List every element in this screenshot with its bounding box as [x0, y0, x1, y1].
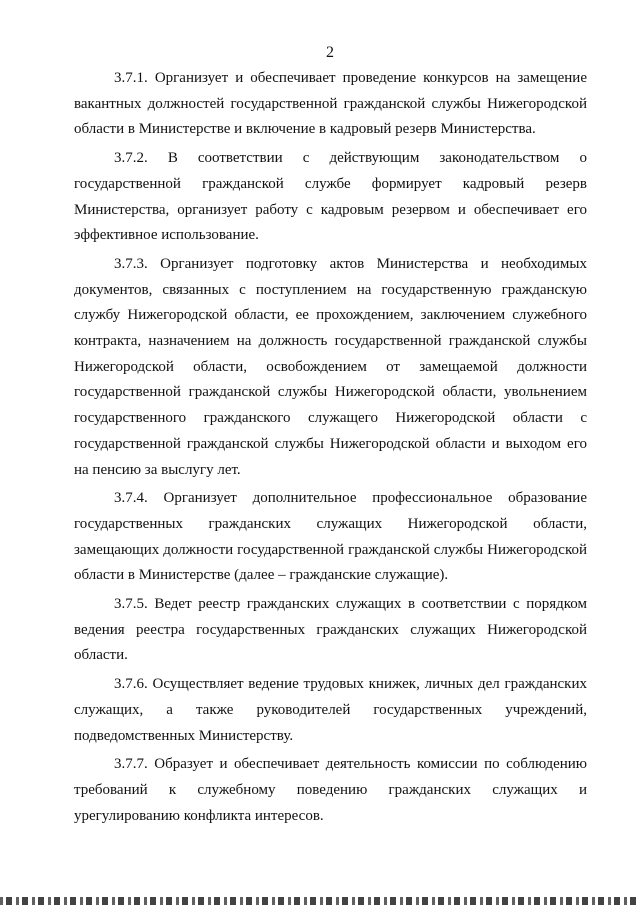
paragraph-3-7-4: 3.7.4. Организует дополнительное профессиональное образование государственных гражданских служащих Нижегородской области, замещающих должности государственной гражданской службы Нижегородской области в Министерстве (далее – гражданские служащие).	[74, 490, 587, 584]
paragraph-3-7-3: 3.7.3. Организует подготовку актов Министерства и необходимых документов, связанных с поступлением на государственную гражданскую службу Нижегородской области, ее прохождением, заключением служебного контракта, назначением на должность государственной гражданской службы Нижегородской области, освобождением от замещаемой должности государственной гражданской службы Нижегородской области, увольнением государственного гражданского служащего Нижегородской области с государственной гражданской службы Нижегородской области и выходом его на пенсию за выслугу лет.	[74, 255, 587, 478]
paragraph-3-7-7: 3.7.7. Образует и обеспечивает деятельность комиссии по соблюдению требований к служебному поведению гражданских служащих и урегулированию конфликта интересов.	[74, 756, 587, 824]
paragraph-3-7-2: 3.7.2. В соответствии с действующим законодательством о государственной гражданской службе формирует кадровый резерв Министерства, организует работу с кадровым резервом и обеспечивает его эффективное использование.	[74, 150, 587, 244]
document-body	[74, 66, 587, 832]
paragraph-3-7-5: 3.7.5. Ведет реестр гражданских служащих в соответствии с порядком ведения реестра государственных гражданских служащих Нижегородской области.	[74, 596, 587, 664]
scan-edge-artifact	[0, 897, 640, 905]
paragraph-3-7-1: 3.7.1. Организует и обеспечивает проведение конкурсов на замещение вакантных должностей государственной гражданской службы Нижегородской области в Министерстве и включение в кадровый резерв Министерства.	[74, 70, 587, 138]
page-number: 2	[326, 44, 334, 61]
paragraph-3-7-6: 3.7.6. Осуществляет ведение трудовых книжек, личных дел гражданских служащих, а также руководителей государственных учреждений, подведомственных Министерству.	[74, 676, 587, 744]
